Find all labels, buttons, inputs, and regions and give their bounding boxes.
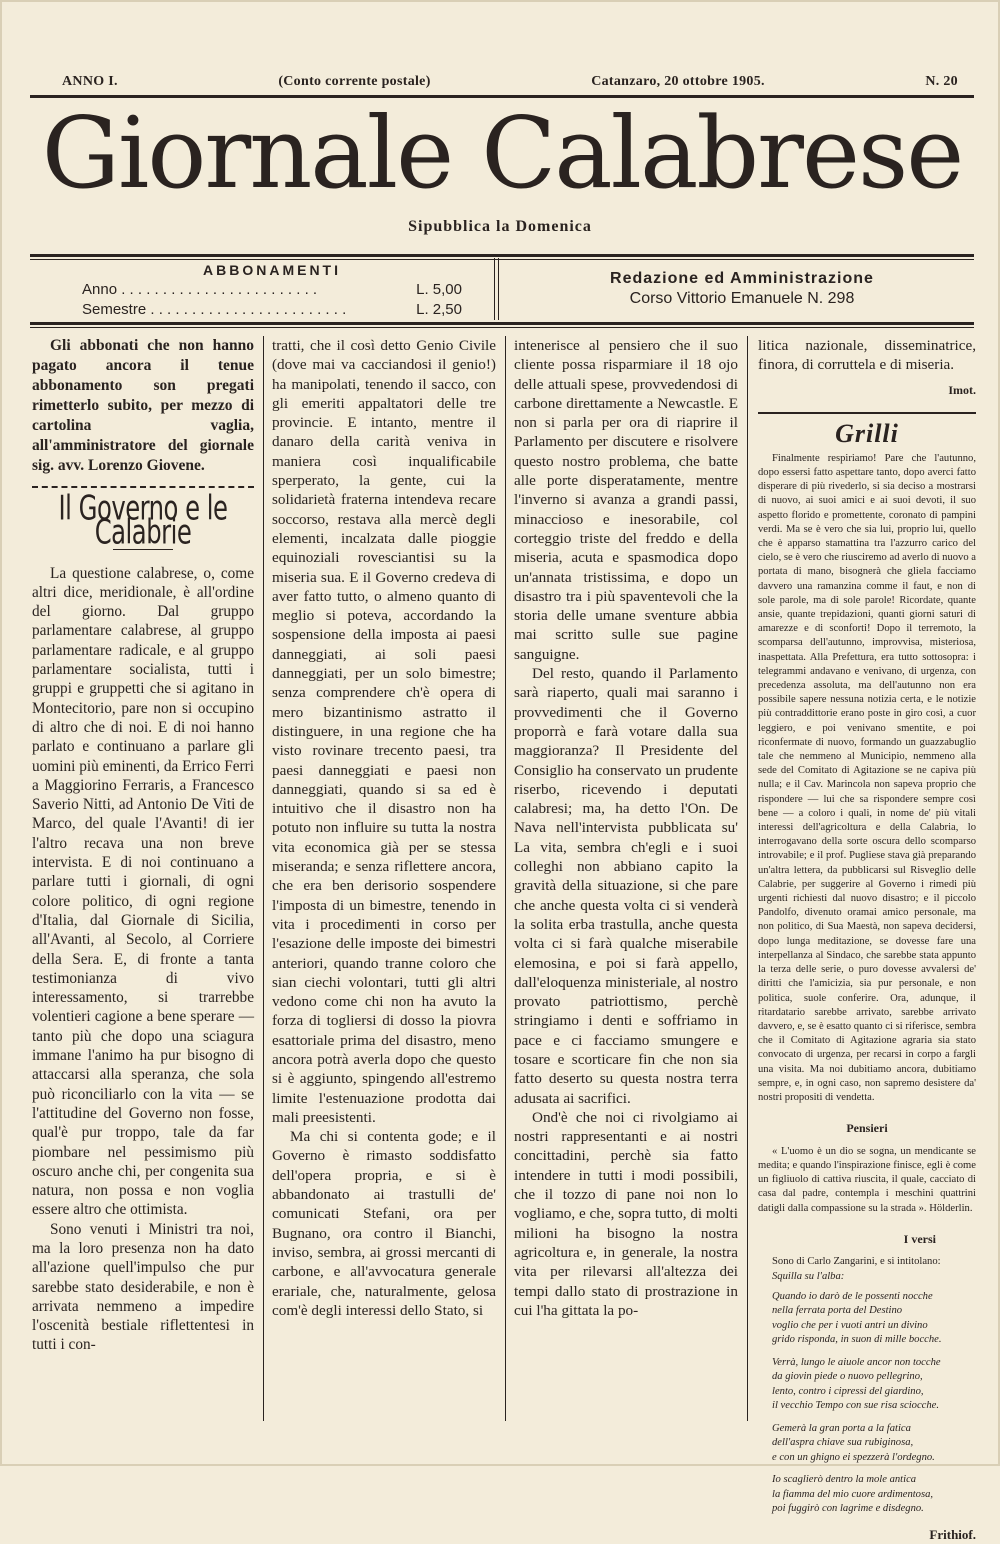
poem-line: nella ferrata porta del Destino	[772, 1305, 903, 1317]
article-ending: litica nazionale, disseminatrice, finora, di corruttela e di miseria.	[758, 337, 976, 374]
header-bottom-rule	[30, 322, 974, 325]
versi-intro: Sono di Carlo Zangarini, e si intitolano:	[772, 1256, 941, 1268]
article-paragraph: Del resto, quando il Parlamento sarà riaperto, quali mai saranno i provvedimenti che il Governo proporrà e farà votare dalla sua maggioranza? Il Presidente del Consiglio ha conservato un prudente riserbo, ricevendo i deputati calabresi; ma, ha detto l'On. De Nava nell'intervista pubblicata su' La vita, sembra ch'egli e i suoi colleghi non abbiano capito la gravità della situazione, si che pare che anche questa volta ci si venderà la solita erba trastulla, anche questa volta ci si farà qualche miserabile elemosina, e poi si farà appello, dall'eloquenza ministeriale, al nostro provato patriottismo, perchè stringiamo i denti e soffriamo in pace e ci facciamo smungere e tosare e scorticare fin che non sia fatto deserto su questa nostra terra adusata ai sacrifici.	[514, 665, 738, 1107]
masthead-rule-thin	[30, 259, 974, 260]
postal-account: (Conto corrente postale)	[278, 74, 431, 89]
poem-line: e con un ghigno ei spezzerà l'ordegno.	[772, 1451, 935, 1463]
subscription-price: L. 5,00	[416, 281, 462, 298]
pensieri-text-block	[758, 1145, 976, 1216]
poem-stanza	[772, 1473, 976, 1517]
subscription-row	[82, 300, 462, 320]
poem-line: Io scaglierò dentro la mole antica	[772, 1474, 917, 1486]
subscription-price: L. 2,50	[416, 301, 462, 318]
article-paragraph: Ma chi si contenta gode; e il Governo è rimasto soddisfatto dell'opera propria, e si è abbandonato ai trastulli de' comunicati Stefani, ora per Bugnano, ora contro il Bianchi, inviso, sembra, ai grossi mercanti di carbone, e all'avvocatura generale erariale, che, naturalmente, gelosa com'è degli interessi dello Stato, si	[272, 1128, 496, 1319]
poem-line: Verrà, lungo le aiuole ancor non tocche	[772, 1356, 941, 1368]
header-divider	[498, 258, 499, 320]
header-divider	[494, 258, 495, 320]
subscriptions-box	[82, 262, 462, 320]
subscription-label: Semestre . . .	[82, 300, 402, 320]
poem-line: il vecchio Tempo con sue risa sciocche.	[772, 1400, 940, 1412]
column-divider	[505, 336, 506, 1421]
editorial-office-address: Corso Vittorio Emanuele N. 298	[629, 290, 855, 307]
column-2	[272, 336, 496, 1320]
issue-number: N. 20	[925, 74, 958, 89]
notice-text: Gli abbonati che non hanno pagato ancora il tenue abbonamento son pregati rimetterlo subito, per mezzo di cartolina vaglia, all'amministratore del giornale sig. avv. Lorenzo Giovene.	[32, 337, 254, 474]
poem-line: lento, contro i cipressi del giardino,	[772, 1385, 924, 1397]
column-1	[32, 336, 254, 1355]
article-paragraph: La questione calabrese, o, come altri dice, meridionale, è all'ordine del giorno. Dal gruppo parlamentare calabrese, al gruppo parlamentare radicale, e al gruppo parlamentare socialista, tutti i gruppi e gruppetti che si agitano in Montecitorio, pare non si occupino di altro che di noi. E di noi hanno parlato e continuano a parlare gli uomini più eminenti, da Errico Ferri a Maggiorino Ferraris, a Francesco Saverio Nitti, ad Antonio De Viti de Marco, del quale l'Avanti! di ier l'altro recava una non breve intervista. E di noi continuano a parlare tutti i giornali, di ogni colore politico, di ogni regione d'Italia, dal Giornale di Sicilia, all'Avanti, al Secolo, al Corriere della Sera. E, di fronte a tanta testimonianza di vivo interessamento, si trarrebbe volentieri cagione a bene sperare — tanto più che dopo una sciagura immane l'animo ha pur bisogno di attaccarsi alla speranza, che sola può riconciliarlo con la vita — se l'attitudine del Governo non fosse, qual'è pur troppo, tale da far piombare nel pessimismo più oscuro anche chi, per congenita sua natura, non possa e non voglia essere altro che ottimista.	[32, 564, 254, 1219]
subscription-row	[82, 280, 462, 300]
header-bottom-rule-thin	[30, 327, 974, 328]
masthead-rule	[30, 254, 974, 257]
issue-year: ANNO I.	[62, 74, 118, 89]
article-paragraph: Ond'è che noi ci rivolgiamo ai nostri rappresentanti e ai nostri concittadini, perchè sia fatto intendere in tutti i modi possibili, che il tozzo di pane noi non lo vogliamo, e che, sopra tutto, di molti milioni ha bisogno la nostra agricoltura e, in generale, la nostra vita per rilevarsi all'altezza dei tempi dallo stato di prostrazione in cui l'ha gittata la po-	[514, 1108, 738, 1319]
masthead-subtitle: Sipubblica la Domenica	[408, 218, 592, 235]
poem-line: Gemerà la gran porta a la fatica	[772, 1422, 911, 1434]
versi-intro-block	[758, 1255, 976, 1283]
versi-title: I versi	[903, 1231, 936, 1246]
poem-signature: Frithiof.	[929, 1526, 976, 1542]
article-signature: Imot.	[948, 382, 976, 397]
issue-info-line	[62, 74, 958, 90]
poem	[758, 1290, 976, 1517]
grilli-text-block	[758, 452, 976, 1105]
poem-stanza	[772, 1290, 976, 1348]
poem-title: Squilla su l'alba:	[772, 1270, 845, 1282]
grilli-title: Grilli	[835, 419, 899, 449]
issue-place-date: Catanzaro, 20 ottobre 1905.	[591, 74, 765, 89]
column-divider	[747, 336, 748, 1421]
poem-line: poi fuggirò con lagrime e disdegno.	[772, 1503, 924, 1515]
article-paragraph: Sono venuti i Ministri tra noi, ma la loro presenza non ha dato all'azione quell'impulso che pur sarebbe stato desiderabile, e non è arrivata nemmeno a impedire l'oscenità bestiale riflettentesi in tutti i con-	[32, 1220, 254, 1354]
pensieri-title: Pensieri	[846, 1121, 888, 1136]
editorial-office	[512, 270, 972, 308]
column-divider	[263, 336, 264, 1421]
poem-line: dell'aspra chiave sua rubiginosa,	[772, 1437, 914, 1449]
section-rule	[758, 412, 976, 414]
poem-stanza	[772, 1356, 976, 1414]
masthead-title: Giornale Calabrese	[41, 97, 963, 211]
subscriptions-heading: ABBONAMENTI	[203, 262, 341, 278]
poem-stanza	[772, 1422, 976, 1466]
poem-line: voglio che per i vuoti antri un divino	[772, 1319, 928, 1331]
poem-line: da giovin piede o nuovo pellegrino,	[772, 1371, 923, 1383]
article-paragraph: tratti, che il così detto Genio Civile (dove mai va cacciandosi il genio!) ha manipolati, tenendo il sacco, con gli emeriti appaltatori delle tre provincie. E intanto, mentre il danaro della carità veniva in maniera così inqualificabile sperperato, la gente, cui la solidarietà fraterna intendeva recare soccorso, restava alla mercè degli elementi, incalzata dalle pioggie equinoziali rovesciantisi su la miseria sua. E il Governo credeva di aver fatto tutto, o almeno quanto di meglio si poteva, accordando la sospensione della imposta ai paesi danneggiati, ai soli paesi danneggiati, per un solo bimestre; senza comprendere ch'è opera di mero bizantinismo astratto il distinguere, in una regione che ha visto rovinare trecento paesi, tra paesi danneggiati e paesi non danneggiati, quando si sa ed è intuitivo che il disastro non ha potuto non influire su tutta la nostra vita economica già per se stessa miseranda; e senza riflettere ancora, che era ben derisorio sospendere l'imposta di un bimestre, tenendo in vita i procedimenti in corso per l'esazione delle imposte dei bimestri anteriori, quando tranne coloro che sian ciechi volontari, tutti gli altri vedono come chi non ha avuto la forza di togliersi di dosso la piovra esattoriale prima del disastro, meno ancora potrà averla dopo che questo si è aggiunto, spingendo all'estremo limite l'estenuazione prodotta dai mali preesistenti.	[272, 337, 496, 1126]
pensieri-text: « L'uomo è un dio se sogna, un mendicante se medita; e quando l'inspirazione finisce, egli è come un figliuolo di cattiva riuscita, il quale, cacciato di casa dal padre, contempla i meschini quattrini datigli dalla compassione su la strada ». Hölderlin.	[758, 1145, 976, 1214]
editorial-office-title: Redazione ed Amministrazione	[610, 270, 874, 287]
subscription-label: Anno . . .	[82, 280, 402, 300]
poem-line: Quando io darò de le possenti nocche	[772, 1290, 933, 1302]
poem-line: la fiamma del mio cuore ardimentosa,	[772, 1488, 934, 1500]
subscribers-notice	[32, 336, 254, 476]
column-3	[514, 336, 738, 1320]
notice-rule	[32, 486, 254, 488]
column-4	[758, 336, 976, 1544]
article-paragraph: intenerisce al pensiero che il suo cliente possa risparmiare il 18 ojo delle attuali spese, provvedendosi di carbone direttamente a Newcastle. E non si parla per ora di riaprire il Parlamento per discutere e risolvere questo nostro problema, che batte alle porte disperatamente, mentre l'inverno si avanza a grandi passi, minaccioso e inesorabile, col corteggio triste del freddo e della miseria, acuta e spasmodica dopo un'annata tristissima, e dopo un disastro tra i più spaventevoli che la storia delle umane sventure abbia mai scritto sulle sue pagine sanguigne.	[514, 337, 738, 663]
article-title: Il Governo e le Calabrie	[58, 489, 228, 553]
poem-line: grido risponda, in suon di mille bocche.	[772, 1334, 942, 1346]
grilli-text: Finalmente respiriamo! Pare che l'autunno, dopo essersi fatto aspettare tanto, dopo averci fatto disperare di più rivederlo, si sia deciso a mostrarsi di nuovo, ai suoi amici e ai suoi devoti, il suo aspetto florido e promettente, coronato di pampini verdi. Ma se è vero che sia lui, proprio lui, quello che è apparso stamattina tra l'azzurro carico del cielo, se è vero che riusciremo ad averlo di nuovo a portata di mano, bisognerà che gliela facciamo davvero una ramanzina comme il faut, e non di sole parole, ma di sole parole! Ricordate, quante ansie, quante trepidazioni, quanti giorni saturi di amarezze e di sconforti! Dopo il terremoto, la scomparsa dell'autunno, improvvisa, misteriosa, inaspettata. Alla Prefettura, era tutto sottosopra: i telegrammi andavano e venivano, di urgenza, con precedenza assoluta, ma dell'autunno non era possibile sapere nessuna notizia certa, e le notizie più contraddittorie erano poste in giro così, a cuor leggiero, e poi venivano smentite, e poi riconfermate di nuovo, formando un guazzabuglio tale che nemmeno al Municipio, nemmeno alla sede del Comitato di Agitazione se ne capiva più nulla; e il Cav. Marincola non sapeva proprio che rispondere — lui che sa rispondere sempre così bene — a coloro i quali, in nome de' più vitali interessi dell'agricoltura e della Calabria, lo interrogavano della sorte oscura dello scomparso introvabile; e il prof. Pugliese stava già preparando un'altra lettera, da pubblicarsi sul Risveglio delle Calabrie, per suggerire al Governo i rimedi più urgenti richiesti dal nuovo disastro; e il piccolo Pandolfo, divenuto oramai amico personale, ma non politico, di Sua Maestà, non sapeva decidersi, dopo lunga meditazione, se dovesse fare una interpellanza al Sindaco, che sarebbe stata appunto la terza delle serie, o puro dovesse avvalersi de' diritti che l'amicizia, sia pur personale, e non politica, suole conferire. Ora, adunque, il ritardatario sarebbe arrivato, sarebbe arrivato davvero, e, se è esatto quanto ci si riferisce, sembra che il Comitato di Agitazione agraria sia stato convocato di urgenza, per recarsi in corpo a fargli una visita. Ma noi dubitiamo ancora, dubitiamo sempre, e, in ogni caso, non sapremo desistere da' nostri propositi di vendetta.	[758, 452, 976, 1103]
